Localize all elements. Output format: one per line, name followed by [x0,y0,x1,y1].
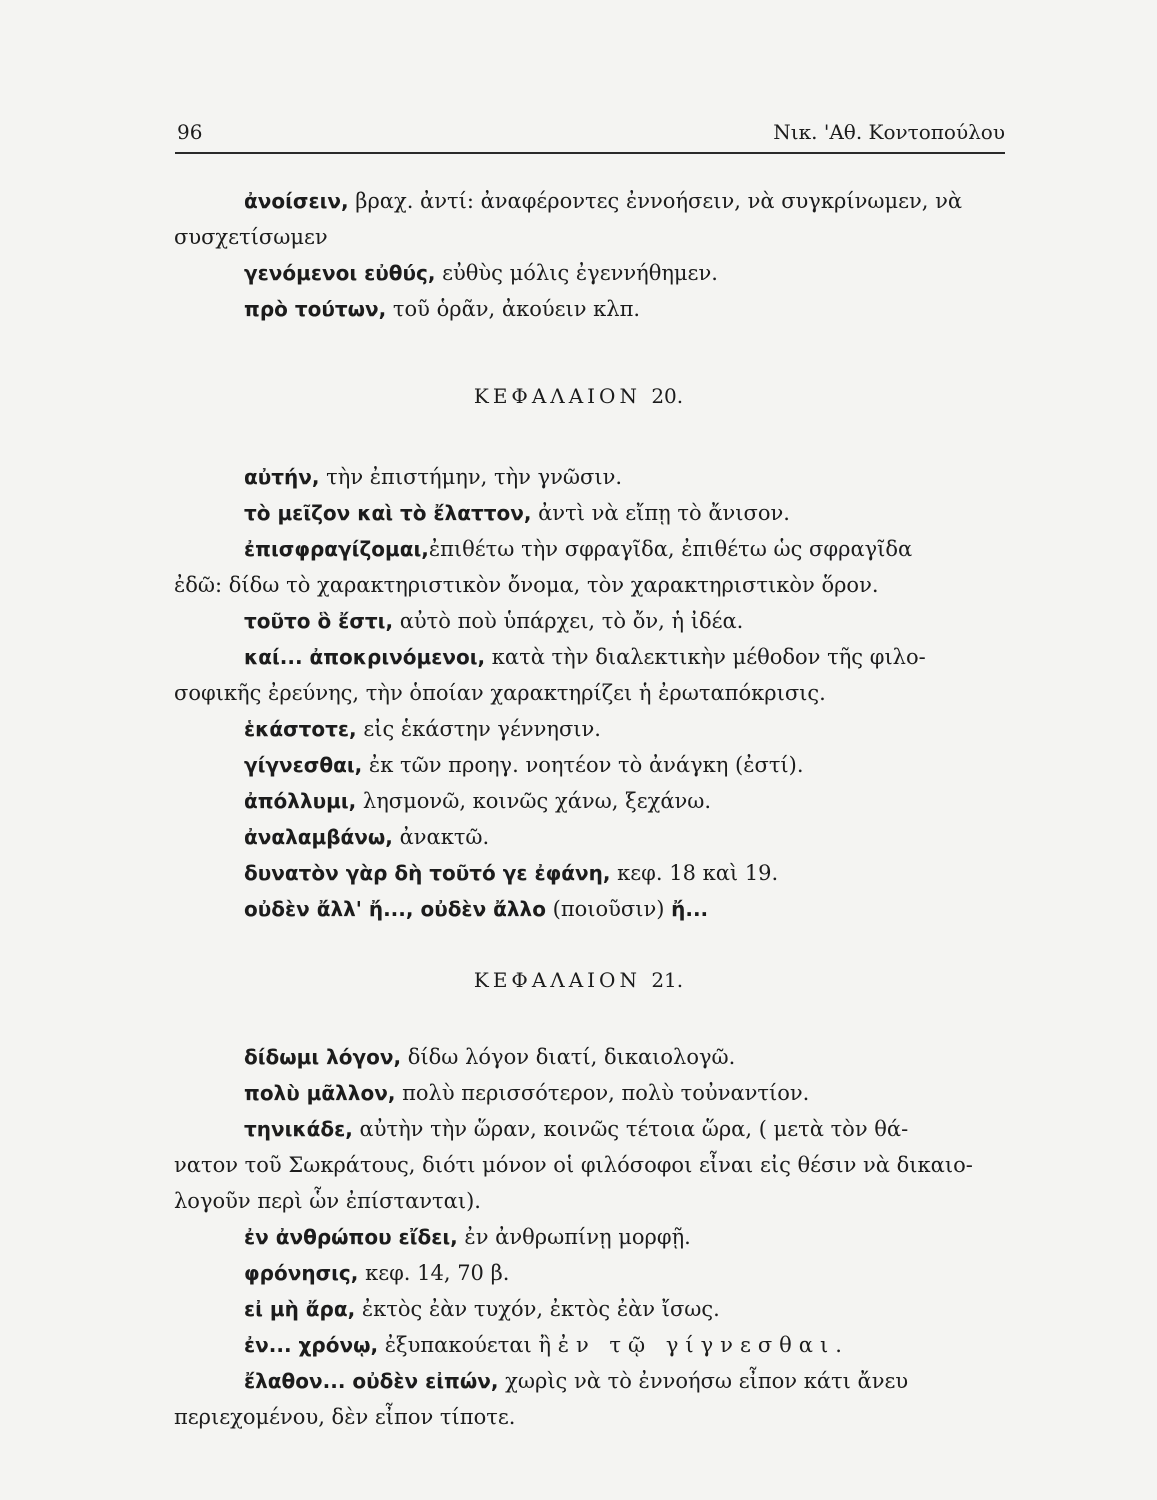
entry-gloss: (ποιοῦσιν) [545,897,672,921]
entry-gloss: δίδω λόγον διατί, δικαιολογῶ. [401,1045,736,1069]
entry-gloss: τοῦ ὁρᾶν, ἀκούειν κλπ. [386,297,641,321]
entry-headword: δίδωμι λόγον, [244,1045,402,1069]
entry-line [244,606,743,636]
entry-headword: ἀπόλλυμι, [244,789,357,813]
entry-headword: οὐδὲν ἄλλο [413,897,546,921]
entry-line [244,498,790,528]
entry-line [244,750,804,780]
entry-gloss: ἐκ τῶν προηγ. νοητέον τὸ ἀνάγκη (ἐστί). [362,753,804,777]
entry-gloss: ἐκτὸς ἐὰν τυχόν, ἐκτὸς ἐὰν ἴσως. [355,1297,720,1321]
entry-headword: πρὸ τούτων, [244,297,387,321]
entry-gloss: εἰς ἑκάστην γέννησιν. [356,717,601,741]
entry-continuation: σοφικῆς ἐρεύνης, τὴν ὁποίαν χαρακτηρίζει ἡ ἐρωταπόκρισις. [174,681,826,705]
entry-continuation: νατον τοῦ Σωκράτους, διότι μόνον οἱ φιλόσοφοι εἶναι εἰς θέσιν νὰ δικαιο- [174,1153,973,1177]
entry-gloss: ἀντὶ νὰ εἴπῃ τὸ ἄνισον. [531,501,790,525]
entry-headword: τὸ μεῖζον καὶ τὸ ἔλαττον, [244,501,532,525]
entry-gloss: κατὰ τὴν διαλεκτικὴν μέθοδον τῆς φιλο- [485,645,926,669]
page-header [175,118,1005,154]
entry-headword: τηνικάδε, [244,1117,353,1141]
entry-line [244,858,778,888]
entry-headword: αὐτήν, [244,465,320,489]
entry-headword: ἐν ἀνθρώπου εἴδει, [244,1225,458,1249]
chapter-heading [0,384,1157,408]
entry-gloss: ἐν ἀνθρωπίνῃ μορφῇ. [457,1225,691,1249]
entry-line [244,822,489,852]
entry-headword: εἰ μὴ ἄρα, [244,1297,356,1321]
entry-line [244,462,622,492]
entry-headword: πολὺ μᾶλλον, [244,1081,396,1105]
page-number: 96 [177,120,203,144]
entry-continuation: ἐδῶ: δίδω τὸ χαρακτηριστικὸν ὄνομα, τὸν χαρακτηριστικὸν ὅρον. [174,573,879,597]
entry-continuation: λογοῦν περὶ ὧν ἐπίστανται). [174,1189,481,1213]
entry-line [244,1294,720,1324]
entry-gloss: κεφ. 18 καὶ 19. [610,861,779,885]
entry-headword: ἐπισφραγίζομαι, [244,537,429,561]
entry-headword: ἀνοίσειν, [244,189,349,213]
running-head: Νικ. 'Αθ. Κοντοπούλου [773,120,1005,144]
entry-line [244,1222,691,1252]
entry-headword: ἤ... [671,897,709,921]
entry-line [244,534,912,564]
chapter-title: ΚΕΦΑΛΑΙΟΝ [473,384,641,408]
entry-headword: φρόνησις, [244,1261,359,1285]
entry-gloss: αὐτὸ ποὺ ὑπάρχει, τὸ ὄν, ἡ ἰδέα. [393,609,744,633]
entry-headword: καί... ἀποκρινόμενοι, [244,645,486,669]
entry-line [244,1258,509,1288]
entry-line [244,1114,908,1144]
entry-line [244,894,708,924]
entry-gloss: τὴν ἐπιστήμην, τὴν γνῶσιν. [319,465,623,489]
entry-line [244,786,711,816]
entry-gloss: πολὺ περισσότερον, πολὺ τοὐναντίον. [395,1081,810,1105]
entry-line [244,294,640,324]
entry-headword: ἑκάστοτε, [244,717,357,741]
entry-gloss: εὐθὺς μόλις ἐγεννήθημεν. [435,261,718,285]
entry-line [244,1042,735,1072]
entry-line [244,1366,908,1396]
entry-headword: δυνατὸν γὰρ δὴ τοῦτό γε ἐφάνη, [244,861,611,885]
entry-headword: γίγνεσθαι, [244,753,363,777]
entry-line [244,258,718,288]
chapter-title: ΚΕΦΑΛΑΙΟΝ [473,968,641,992]
entry-gloss: κεφ. 14, 70 β. [358,1261,510,1285]
entry-gloss: χωρὶς νὰ τὸ ἐννοήσω εἶπον κάτι ἄνευ [498,1369,909,1393]
entry-headword: γενόμενοι εὐθύς, [244,261,436,285]
chapter-number: 21. [651,968,684,992]
entry-headword: τοῦτο ὃ ἔστι, [244,609,394,633]
entry-gloss: λησμονῶ, κοινῶς χάνω, ξεχάνω. [356,789,712,813]
entry-line [244,642,926,672]
entry-gloss: ἐξυπακούεται ἢ [378,1333,558,1357]
entry-spaced-text: ἐν τῷ γίγνεσθαι. [557,1333,849,1357]
entry-line [244,1078,809,1108]
entry-headword: οὐδὲν ἄλλ' ἤ..., [244,897,414,921]
entry-headword: ἐν... χρόνῳ, [244,1333,379,1357]
entry-gloss: ἀνακτῶ. [392,825,490,849]
chapter-number: 20. [651,384,684,408]
entry-gloss: βραχ. ἀντί: ἀναφέροντες ἐννοήσειν, νὰ συγκρίνωμεν, νὰ [348,189,963,213]
entry-line [244,186,962,216]
entry-continuation: συσχετίσωμεν [174,225,328,249]
entry-gloss: αὐτὴν τὴν ὥραν, κοινῶς τέτοια ὥρα, ( μετὰ τὸν θά- [352,1117,909,1141]
entry-line [244,714,601,744]
entry-headword: ἔλαθον... οὐδὲν εἰπών, [244,1369,499,1393]
chapter-heading [0,968,1157,992]
entry-line [244,1330,849,1360]
entry-continuation: περιεχομένου, δὲν εἶπον τίποτε. [174,1405,516,1429]
entry-gloss: ἐπιθέτω τὴν σφραγῖδα, ἐπιθέτω ὡς σφραγῖδα [428,537,913,561]
entry-headword: ἀναλαμβάνω, [244,825,393,849]
